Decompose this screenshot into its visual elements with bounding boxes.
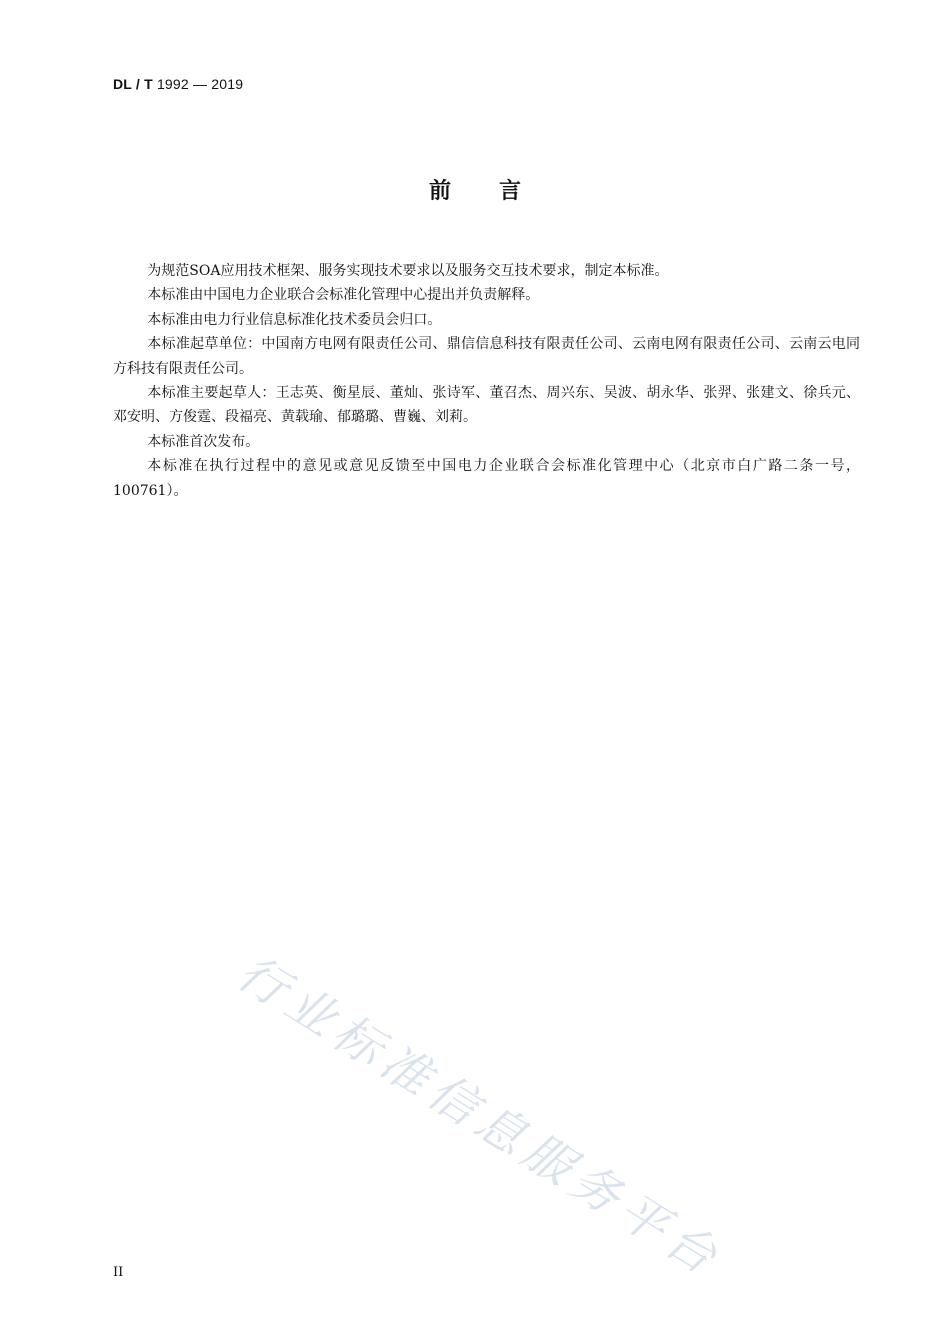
standard-code: [113, 76, 243, 92]
paragraph-drafters: 本标准主要起草人：王志英、衡星辰、董灿、张诗军、董召杰、周兴东、吴波、胡永华、张羿、张建文、徐兵元、邓安明、方俊霆、段福亮、黄载瑜、郁璐璐、曹巍、刘莉。: [113, 385, 860, 426]
standard-code-number: 1992 — 2019: [156, 76, 244, 92]
paragraph-drafting-units: 本标准起草单位：中国南方电网有限责任公司、鼎信信息科技有限责任公司、云南电网有限责任公司、云南云电同方科技有限责任公司。: [113, 336, 860, 377]
paragraph-committee: 本标准由电力行业信息标准化技术委员会归口。: [147, 311, 442, 328]
paragraph-feedback: 本标准在执行过程中的意见或意见反馈至中国电力企业联合会标准化管理中心（北京市白广路二条一号，100761）。: [113, 458, 860, 499]
paragraph-proposer: 本标准由中国电力企业联合会标准化管理中心提出并负责解释。: [147, 287, 540, 304]
paragraph-purpose: 为规范SOA应用技术框架、服务实现技术要求以及服务交互技术要求，制定本标准。: [147, 263, 669, 279]
standard-code-prefix: DL / T: [113, 76, 153, 92]
foreword-body: [113, 259, 860, 503]
paragraph-first-release: 本标准首次发布。: [147, 433, 260, 450]
watermark: 行业标准信息服务平台: [227, 944, 733, 1289]
page-number: II: [113, 1265, 124, 1280]
page-title: 前言: [428, 179, 569, 204]
